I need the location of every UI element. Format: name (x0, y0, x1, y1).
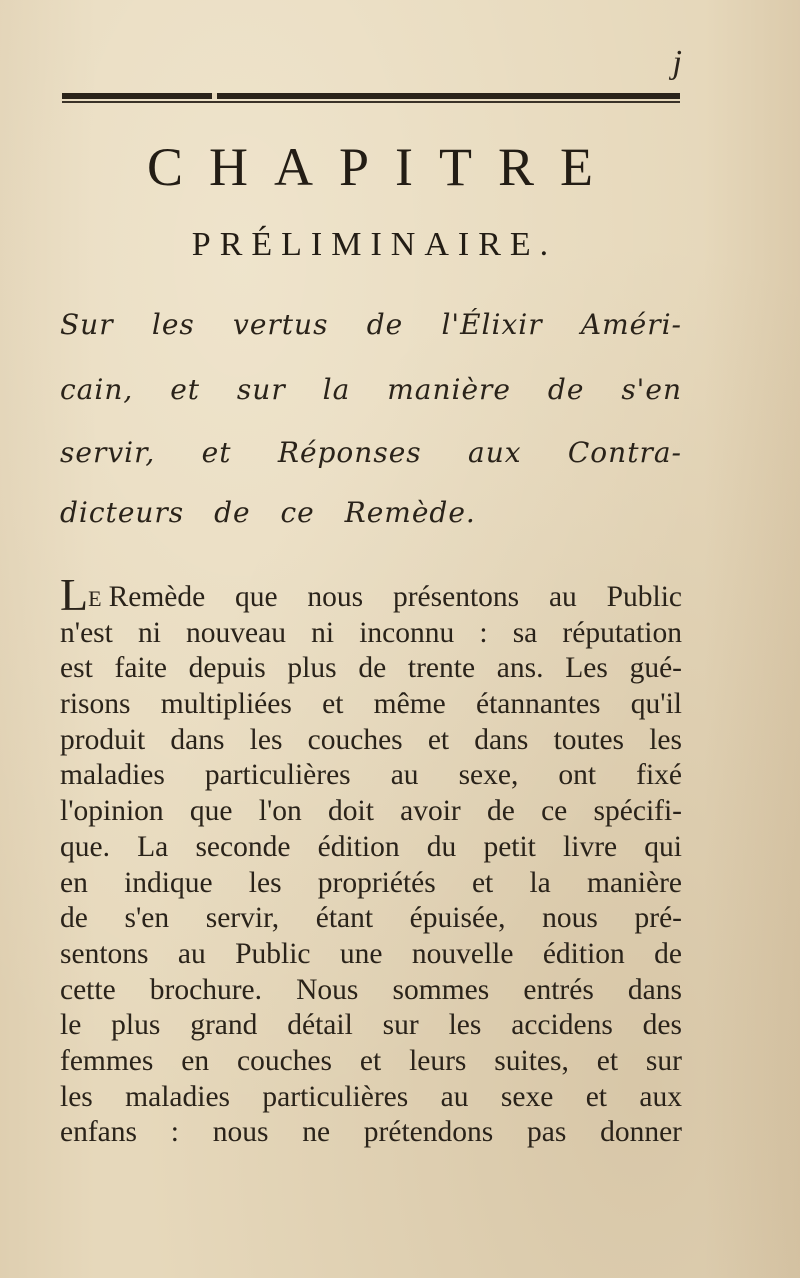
header-rule (62, 93, 680, 103)
summary-line: cain, et sur la manière de s'en (60, 373, 682, 406)
page-number: j (672, 44, 682, 81)
body-line: les maladies particulières au sexe et aux (60, 1080, 682, 1113)
body-line: maladies particulières au sexe, ont fixé (60, 759, 682, 792)
body-line: produit dans les couches et dans toutes les (60, 723, 682, 756)
chapter-title: CHAPITRE (146, 137, 619, 197)
body-text (60, 569, 682, 1151)
small-cap: E (88, 586, 103, 611)
body-line: risons multipliées et même étannantes qu'il (60, 688, 682, 721)
summary-line: Sur les vertus de l'Élixir Améri- (60, 308, 682, 341)
body-line: en indique les propriétés et la manière (60, 866, 682, 899)
header-rule-gap (212, 93, 217, 99)
body-line: n'est ni nouveau ni inconnu : sa réputation (60, 616, 682, 649)
body-line: enfans : nous ne prétendons pas donner (60, 1116, 682, 1149)
body-first-line-text: Remède que nous présentons au Public (108, 581, 682, 613)
body-first-line (60, 569, 682, 620)
summary-line: servir, et Réponses aux Contra- (60, 436, 682, 469)
body-line: femmes en couches et leurs suites, et sur (60, 1044, 682, 1077)
body-line: que. La seconde édition du petit livre qui (60, 830, 682, 863)
summary-line: dicteurs de ce Remède. (60, 496, 476, 529)
header-rule-thin (62, 101, 680, 103)
body-line: le plus grand détail sur les accidens des (60, 1009, 682, 1042)
body-line: est faite depuis plus de trente ans. Les gué- (60, 652, 682, 685)
body-line: l'opinion que l'on doit avoir de ce spécifi- (60, 795, 682, 828)
chapter-subtitle: PRÉLIMINAIRE. (191, 226, 558, 263)
body-line: de s'en servir, étant épuisée, nous pré- (60, 902, 682, 935)
body-line: cette brochure. Nous sommes entrés dans (60, 973, 682, 1006)
drop-cap: L (60, 569, 89, 620)
body-line: sentons au Public une nouvelle édition de (60, 937, 682, 970)
header-rule-thick (62, 93, 680, 99)
